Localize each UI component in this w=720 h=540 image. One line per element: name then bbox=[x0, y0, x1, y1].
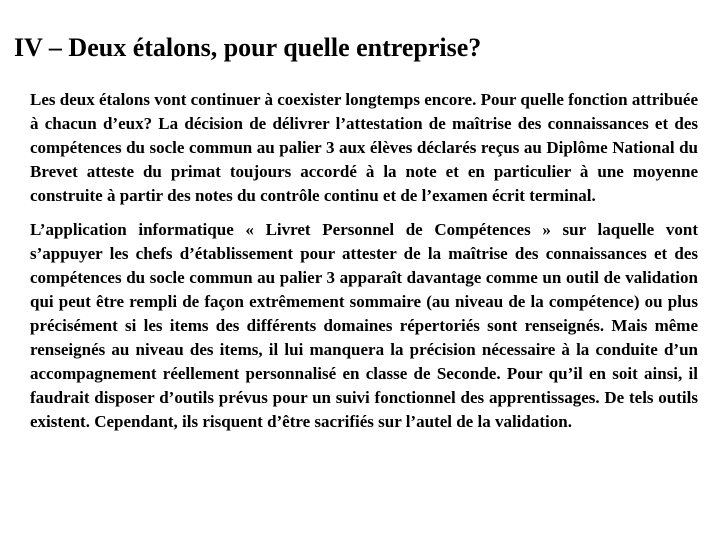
slide-title: IV – Deux étalons, pour quelle entreprise? bbox=[14, 33, 482, 62]
slide-body bbox=[30, 88, 698, 434]
paragraph-competency-booklet: L’application informatique « Livret Personnel de Compétences » sur laquelle vont s’appuyer les chefs d’établissement pour attester de la maîtrise des connaissances et des compétences du socle commun au palier 3 apparaît davantage comme un outil de validation qui peut être rempli de façon extrêmement sommaire (au niveau de la compétence) ou plus précisément si les items des différents domaines répertoriés sont renseignés. Mais même renseignés au niveau des items, il lui manquera la précision nécessaire à la conduite d’un accompagnement réellement personnalisé en classe de Seconde. Pour qu’il en soit ainsi, il faudrait disposer d’outils prévus pour un suivi fonctionnel des apprentissages. De tels outils existent. Cependant, ils risquent d’être sacrifiés sur l’autel de la validation. bbox=[30, 220, 698, 431]
paragraph-standards-coexistence: Les deux étalons vont continuer à coexister longtemps encore. Pour quelle fonction attribuée à chacun d’eux? La décision de délivrer l’attestation de maîtrise des connaissances et des compétences du socle commun au palier 3 aux élèves déclarés reçus au Diplôme National du Brevet atteste du primat toujours accordé à la note et en particulier à une moyenne construite à partir des notes du contrôle continu et de l’examen écrit terminal. bbox=[30, 90, 698, 205]
